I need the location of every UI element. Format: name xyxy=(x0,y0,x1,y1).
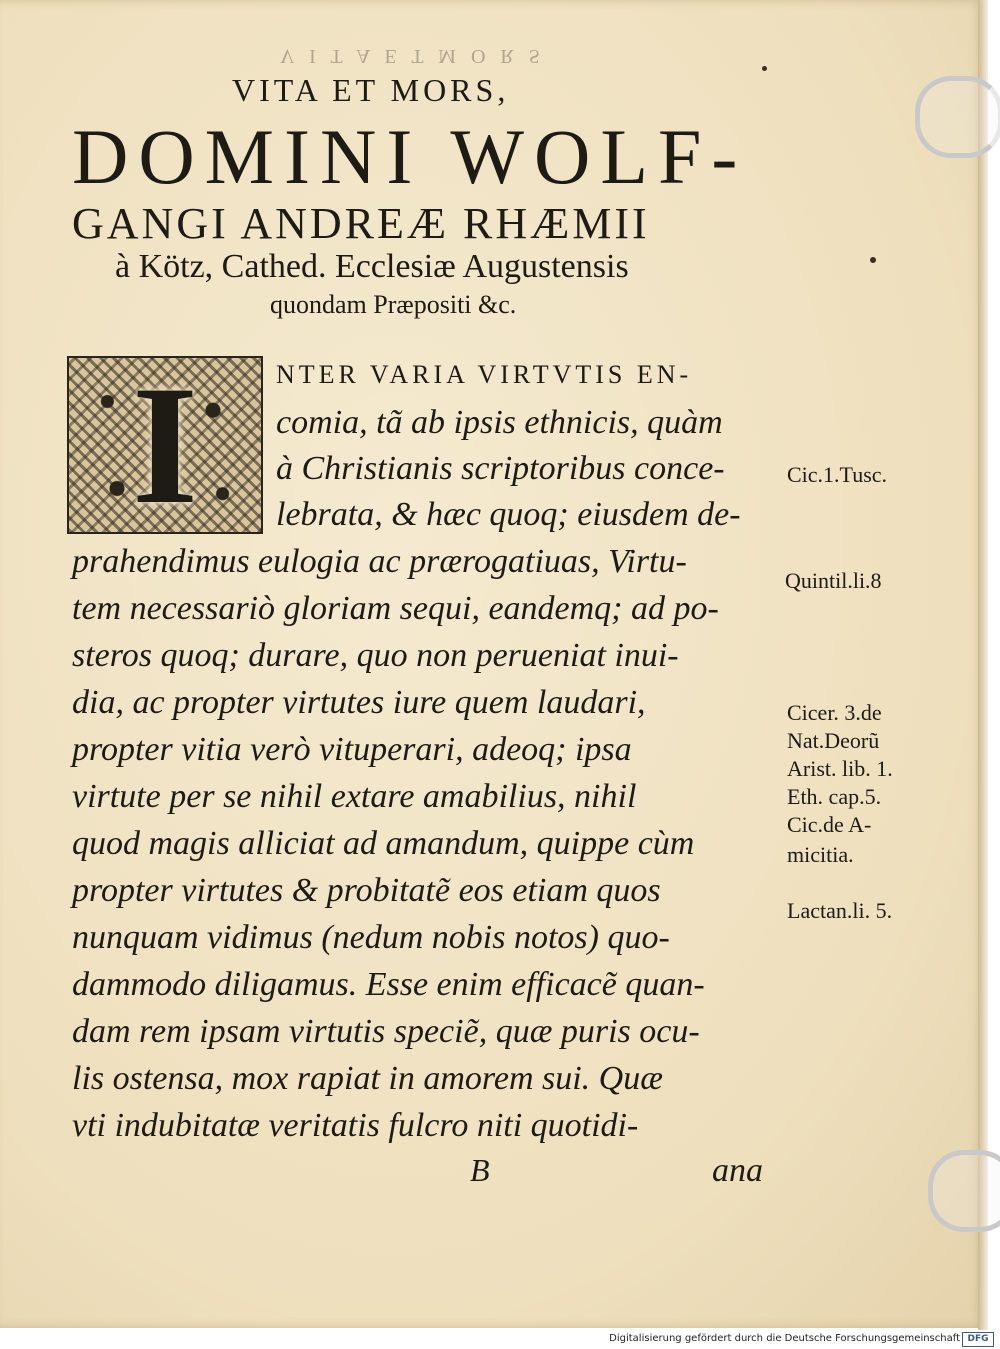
body-line: dia, ac propter virtutes iure quem laudari, xyxy=(72,684,646,721)
decorated-initial xyxy=(67,351,263,539)
signature-mark: B xyxy=(470,1152,490,1188)
paper-clip-bottom xyxy=(928,1150,1000,1232)
title-line-4: à Kötz, Cathed. Ecclesiæ Augustensis xyxy=(115,248,629,285)
body-line: lebrata, & hæc quoq; eiusdem de- xyxy=(276,496,741,533)
title-line-3: GANGI ANDREÆ RHÆMII xyxy=(72,199,650,248)
paper-clip-top xyxy=(915,76,1000,158)
body-line: propter vitia verò vituperari, adeoq; ipsa xyxy=(72,731,632,768)
body-line: dammodo diligamus. Esse enim efficacẽ quan- xyxy=(72,966,705,1003)
margin-note: Cic.1.Tusc. xyxy=(787,462,888,487)
margin-note: Eth. cap.5. xyxy=(787,784,882,809)
body-line: quod magis alliciat ad amandum, quippe cùm xyxy=(72,825,695,862)
body-line: steros quoq; durare, quo non perueniat inui- xyxy=(72,637,679,674)
title-line-1: VITA ET MORS, xyxy=(232,72,510,108)
body-line: tem necessariò gloriam sequi, eandemq; ad po- xyxy=(72,590,719,627)
catchword: ana xyxy=(712,1152,763,1189)
margin-note: Nat.Deorũ xyxy=(787,728,880,753)
body-line: à Christianis scriptoribus conce- xyxy=(276,450,725,487)
ink-speck xyxy=(870,257,876,263)
body-line: vti indubitatæ veritatis fulcro niti quotidi- xyxy=(72,1107,639,1144)
bleed-through-text: V I T A E T M O R S xyxy=(280,45,545,67)
body-line: nunquam vidimus (nedum nobis notos) quo- xyxy=(72,919,670,956)
first-line: NTER VARIA VIRTVTIS EN- xyxy=(276,360,693,389)
body-line: virtute per se nihil extare amabilius, nihil xyxy=(72,778,637,815)
footer-credit: Digitalisierung gefördert durch die Deutsche Forschungsgemeinschaft xyxy=(609,1333,960,1344)
margin-note: micitia. xyxy=(787,842,854,867)
ink-speck xyxy=(762,66,767,71)
margin-note: Cicer. 3.de xyxy=(787,700,882,725)
body-line: prahendimus eulogia ac prærogatiuas, Virtu- xyxy=(72,543,687,580)
dfg-logo: DFG xyxy=(962,1332,994,1347)
page-edge xyxy=(978,0,988,1330)
title-line-2: DOMINI WOLF- xyxy=(72,113,748,200)
margin-note: Lactan.li. 5. xyxy=(787,898,893,923)
title-line-5: quondam Præpositi &c. xyxy=(270,290,517,319)
body-line: comia, tã ab ipsis ethnicis, quàm xyxy=(276,404,723,441)
margin-note: Quintil.li.8 xyxy=(785,568,882,593)
body-line: propter virtutes & probitatẽ eos etiam quos xyxy=(72,872,661,909)
body-line: dam rem ipsam virtutis speciẽ, quæ puris ocu- xyxy=(72,1013,700,1050)
body-line: lis ostensa, mox rapiat in amorem sui. Quæ xyxy=(72,1060,663,1097)
margin-note: Cic.de A- xyxy=(787,812,872,837)
margin-note: Arist. lib. 1. xyxy=(787,756,893,781)
initial-letter: I xyxy=(131,351,199,539)
